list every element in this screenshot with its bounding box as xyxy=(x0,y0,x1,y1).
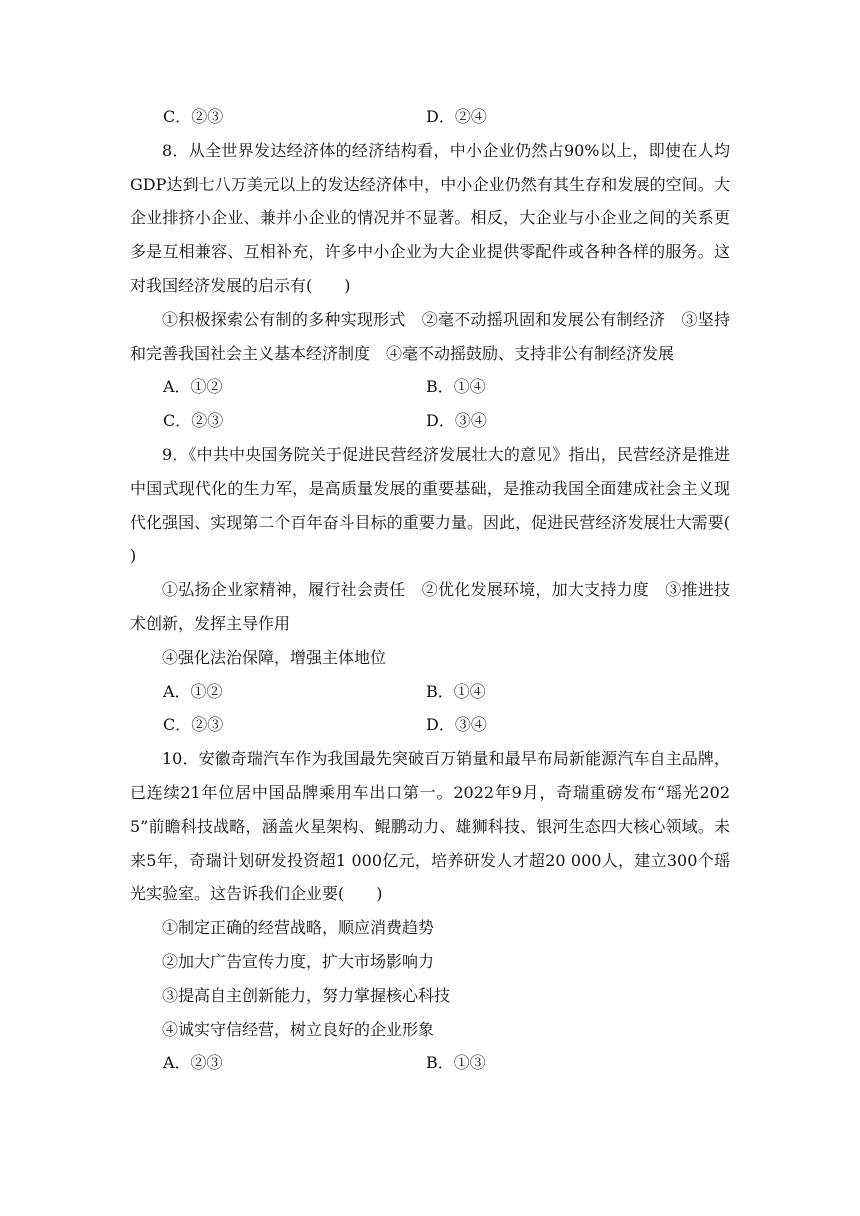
q10-item-3: ③提高自主创新能力，努力掌握核心科技 xyxy=(162,985,451,1005)
q9-stem: 9．《中共中央国务院关于促进民营经济发展壮大的意见》指出，民营经济是推进中国式现代化的生力军，是高质量发展的重要基础，是推动我国全面建成社会主义现代化强国、实现第二个百年奋斗目标的重要力量。因此，促进民营经济发展壮大需要( ) xyxy=(130,444,763,566)
q10-item-1: ①制定正确的经营战略，顺应消费趋势 xyxy=(162,918,435,938)
q8-option-c: C．②③ xyxy=(163,411,224,431)
question-content xyxy=(130,100,763,1080)
q9-option-b: B．①④ xyxy=(426,681,486,701)
q7-options-row xyxy=(130,100,730,134)
q9-option-c: C．②③ xyxy=(163,715,224,735)
q10-options-row-1 xyxy=(130,1046,730,1080)
q9-option-d: D．③④ xyxy=(426,715,487,735)
q8-statements: ①积极探索公有制的多种实现形式 ②毫不动摇巩固和发展公有制经济 ③坚持和完善我国社会主义基本经济制度 ④毫不动摇鼓励、支持非公有制经济发展 xyxy=(130,309,730,363)
q7-option-d: D．②④ xyxy=(426,107,487,126)
q8-option-b: B．①④ xyxy=(426,377,486,397)
q10-item-2: ②加大广告宣传力度，扩大市场影响力 xyxy=(162,951,435,971)
q8-options-row-1 xyxy=(130,370,730,404)
q8-option-d: D．③④ xyxy=(426,411,487,431)
q10-item-4: ④诚实守信经营，树立良好的企业形象 xyxy=(162,1019,435,1039)
q8-stem: 8．从全世界发达经济体的经济结构看，中小企业仍然占90%以上，即使在人均GDP达到七八万美元以上的发达经济体中，中小企业仍然有其生存和发展的空间。大企业排挤小企业、兼并小企业的情况并不显著。相反，大企业与小企业之间的关系更多是互相兼容、互相补充，许多中小企业为大企业提供零配件或各种各样的服务。这对我国经济发展的启示有( ) xyxy=(130,140,730,295)
q10-stem: 10．安徽奇瑞汽车作为我国最先突破百万销量和最早布局新能源汽车自主品牌，已连续21年位居中国品牌乘用车出口第一。2022年9月，奇瑞重磅发布“瑶光2025”前瞻科技战略，涵盖火星架构、鲲鹏动力、雄狮科技、银河生态四大核心领域。未来5年，奇瑞计划研发投资超1 000亿元，培养研发人才超20 000人，建立300个瑶光实验室。这告诉我们企业要( ) xyxy=(130,749,730,904)
q8-option-a: A．①② xyxy=(163,377,223,397)
q9-options-row-1 xyxy=(130,675,730,709)
q8-options-row-2 xyxy=(130,404,730,438)
q9-option-a: A．①② xyxy=(163,681,223,701)
q9-options-row-2 xyxy=(130,708,730,742)
q10-option-a: A．②③ xyxy=(163,1053,223,1073)
q9-statement-4: ④强化法治保障，增强主体地位 xyxy=(162,647,387,667)
q10-option-b: B．①③ xyxy=(426,1053,486,1073)
q9-statements: ①弘扬企业家精神，履行社会责任 ②优化发展环境，加大支持力度 ③推进技术创新，发挥主导作用 xyxy=(130,580,730,633)
q7-option-c: C．②③ xyxy=(163,107,224,126)
